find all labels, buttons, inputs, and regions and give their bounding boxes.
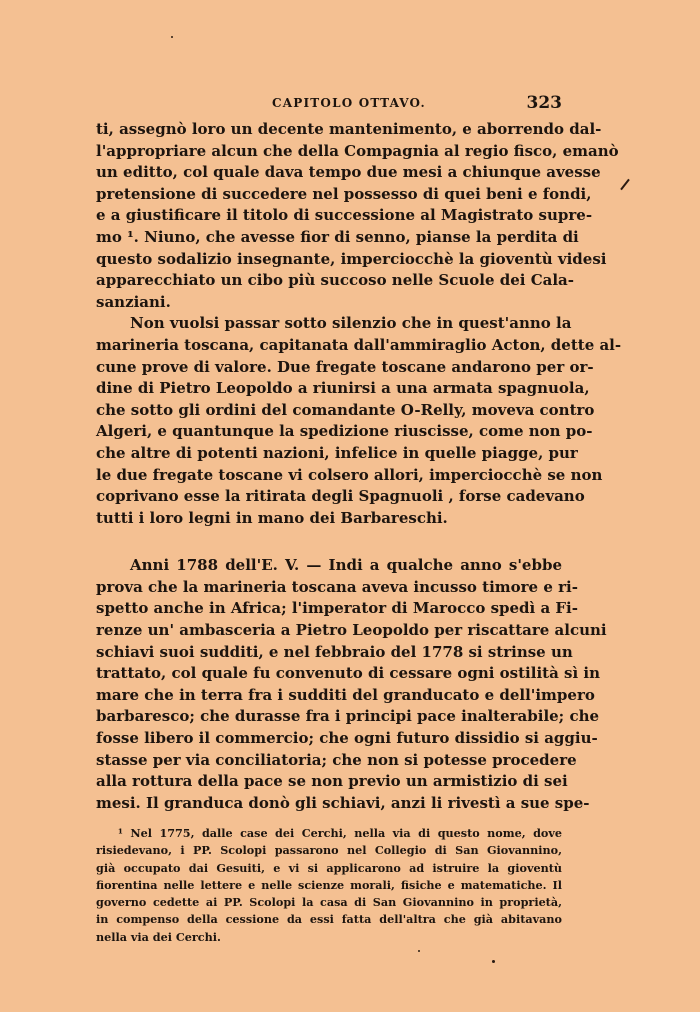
footnote-line: governo cedette ai PP. Scolopi la casa di San Giovannino in proprietà,: [96, 895, 562, 910]
text-line: marineria toscana, capitanata dall'ammiraglio Acton, dette al-: [96, 335, 622, 354]
text-line: che sotto gli ordini del comandante O-Relly, moveva contro: [96, 400, 595, 419]
pen-mark: [620, 179, 630, 190]
text-line: mare che in terra fra i sudditi del granducato e dell'impero: [96, 685, 595, 704]
footnote-line: fiorentina nelle lettere e nelle scienze morali, fisiche e matematiche. Il: [96, 877, 562, 892]
text-line: le due fregate toscane vi colsero allori, imperciocchè se non: [96, 465, 603, 484]
text-line: tutti i loro legni in mano dei Barbareschi.: [96, 508, 448, 527]
paper-speck: [492, 960, 495, 963]
text-line: cune prove di valore. Due fregate toscane andarono per or-: [96, 357, 594, 376]
paragraph: [96, 555, 607, 814]
text-line: questo sodalizio insegnante, imperciocchè la gioventù videsi: [96, 249, 607, 268]
text-line: Non vuolsi passar sotto silenzio che in quest'anno la: [130, 314, 572, 333]
text-line: Algeri, e quantunque la spedizione riuscisse, come non po-: [96, 422, 593, 441]
text-line: alla rottura della pace se non previo un armistizio di sei: [96, 772, 568, 791]
text-line: e a giustificare il titolo di successione al Magistrato supre-: [96, 206, 593, 225]
text-line: coprivano esse la ritirata degli Spagnuoli , forse cadevano: [96, 487, 585, 506]
text-line: pretensione di succedere nel possesso di quei beni e fondi,: [96, 184, 592, 203]
text-line: apparecchiato un cibo più succoso nelle Scuole dei Cala-: [96, 271, 575, 290]
footnote-line: risiedevano, i PP. Scolopi passarono nel Collegio di San Giovannino,: [96, 843, 562, 858]
running-title: CAPITOLO OTTAVO.: [272, 96, 426, 110]
footnote: [96, 825, 562, 946]
text-line: l'appropriare alcun che della Compagnia al regio fisco, emanò: [96, 141, 619, 160]
text-line: schiavi suoi sudditi, e nel febbraio del 1778 si strinse un: [96, 642, 573, 661]
footnote-line: già occupato dai Gesuiti, e vi si applicarono ad istruire la gioventù: [96, 860, 562, 875]
text-line: dine di Pietro Leopoldo a riunirsi a una armata spagnuola,: [96, 379, 590, 398]
text-line: Anni 1788 dell'E. V. — Indi a qualche anno s'ebbe: [130, 556, 562, 575]
text-line: barbaresco; che durasse fra i principi pace inalterabile; che: [96, 707, 600, 726]
paragraph: [96, 313, 622, 529]
text-line: sanziani.: [96, 292, 171, 311]
text-line: fosse libero il commercio; che ogni futuro dissidio si aggiu-: [96, 729, 598, 748]
text-line: spetto anche in Africa; l'imperator di Marocco spedì a Fi-: [96, 599, 578, 618]
text-line: mesi. Il granduca donò gli schiavi, anzi li rivestì a sue spe-: [96, 793, 590, 812]
paper-speck: [171, 36, 173, 38]
text-line: un editto, col quale dava tempo due mesi a chiunque avesse: [96, 163, 601, 182]
text-line: ti, assegnò loro un decente mantenimento, e aborrendo dal-: [96, 120, 602, 138]
footnote-line: ¹ Nel 1775, dalle case dei Cerchi, nella via di questo nome, dove: [118, 826, 562, 840]
text-line: prova che la marineria toscana aveva incusso timore e ri-: [96, 577, 578, 596]
text-line: trattato, col quale fu convenuto di cessare ogni ostilità sì in: [96, 664, 600, 683]
paper-speck: [418, 950, 420, 952]
paragraph: [96, 119, 619, 313]
page-number: 323: [526, 93, 562, 113]
text-line: mo ¹. Niuno, che avesse fior di senno, pianse la perdita di: [96, 227, 579, 246]
text-line: stasse per via conciliatoria; che non si potesse procedere: [96, 750, 577, 769]
page-header: [96, 93, 562, 115]
text-line: renze un' ambasceria a Pietro Leopoldo per riscattare alcuni: [96, 621, 607, 640]
footnote-line: nella via dei Cerchi.: [96, 929, 221, 944]
footnote-line: in compenso della cessione da essi fatta dell'altra che già abitavano: [96, 912, 562, 927]
main-text: [96, 119, 622, 814]
text-line: che altre di potenti nazioni, infelice in quelle piagge, pur: [96, 443, 578, 462]
